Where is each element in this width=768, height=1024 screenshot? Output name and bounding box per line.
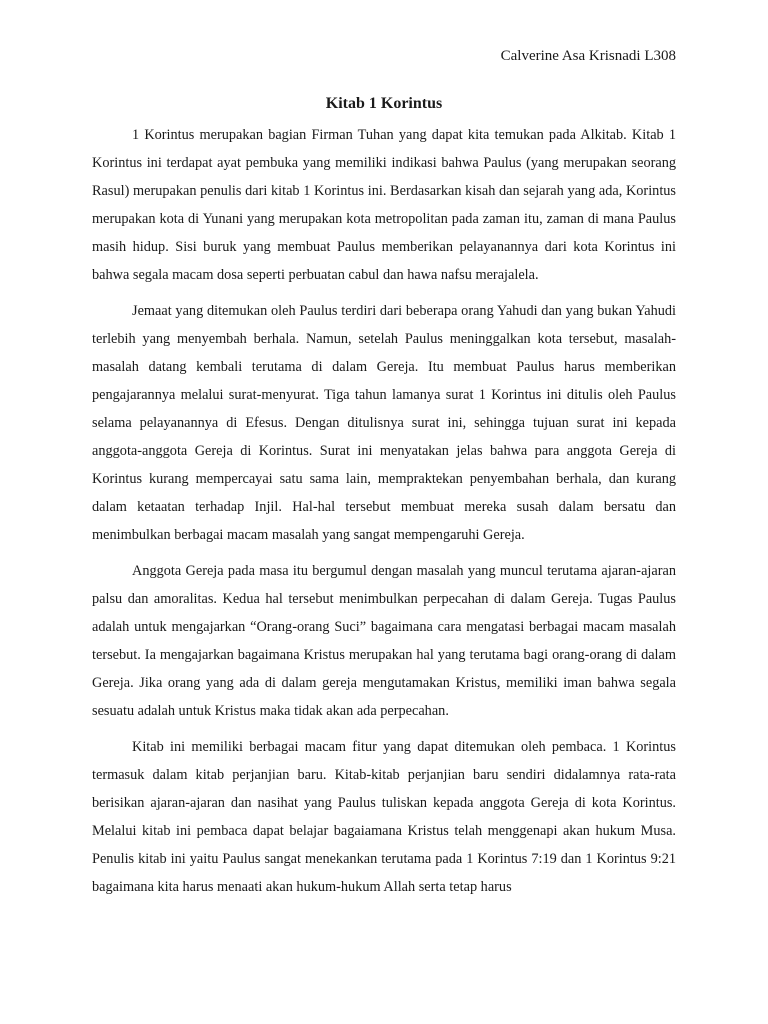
author-line: Calverine Asa Krisnadi L308 — [500, 48, 676, 64]
document-title: Kitab 1 Korintus — [325, 95, 443, 112]
paragraph-3: Anggota Gereja pada masa itu bergumul dengan masalah yang muncul terutama ajaran-ajaran palsu dan amoralitas. Kedua hal tersebut menimbulkan perpecahan di dalam Gereja. Tugas Paulus adalah untuk mengajarkan “Orang-orang Suci” bagaimana cara mengatasi berbagai macam masalah tersebut. Ia mengajarkan bagaimana Kristus merupakan hal yang terutama bagi orang-orang di dalam Gereja. Jika orang yang ada di dalam gereja mengutamakan Kristus, memiliki iman bahwa segala sesuatu adalah untuk Kristus maka tidak akan ada perpecahan. — [92, 563, 676, 719]
paragraph-4: Kitab ini memiliki berbagai macam fitur yang dapat ditemukan oleh pembaca. 1 Korintus termasuk dalam kitab perjanjian baru. Kitab-kitab perjanjian baru sendiri didalamnya rata-rata berisikan ajaran-ajaran dan nasihat yang Paulus tuliskan kepada anggota Gereja di kota Korintus. Melalui kitab ini pembaca dapat belajar bagaiamana Kristus telah menggenapi akan hukum Musa. Penulis kitab ini yaitu Paulus sangat menekankan terutama pada 1 Korintus 7:19 dan 1 Korintus 9:21 bagaimana kita harus menaati akan hukum-hukum Allah serta tetap harus — [92, 739, 676, 895]
paragraph-1: 1 Korintus merupakan bagian Firman Tuhan yang dapat kita temukan pada Alkitab. Kitab 1 Korintus ini terdapat ayat pembuka yang memiliki indikasi bahwa Paulus (yang merupakan seorang Rasul) merupakan penulis dari kitab 1 Korintus ini. Berdasarkan kisah dan sejarah yang ada, Korintus merupakan kota di Yunani yang merupakan kota metropolitan pada zaman itu, zaman di mana Paulus masih hidup. Sisi buruk yang membuat Paulus memberikan pelayanannya dari kota Korintus ini bahwa segala macam dosa seperti perbuatan cabul dan hawa nafsu merajalela. — [92, 127, 676, 283]
document-body — [92, 121, 676, 909]
paragraph-2: Jemaat yang ditemukan oleh Paulus terdiri dari beberapa orang Yahudi dan yang bukan Yahudi terlebih yang menyembah berhala. Namun, setelah Paulus meninggalkan kota tersebut, masalah-masalah datang kembali terutama di dalam Gereja. Itu membuat Paulus harus memberikan pengajarannya melalui surat-menyurat. Tiga tahun lamanya surat 1 Korintus ini ditulis oleh Paulus selama pelayanannya di Efesus. Dengan ditulisnya surat ini, sehingga tujuan surat ini kepada anggota-anggota Gereja di Korintus. Surat ini menyatakan jelas bahwa para anggota Gereja di Korintus kurang mempercayai satu sama lain, mempraktekan penyembahan berhala, dan kurang dalam ketaatan terhadap Injil. Hal-hal tersebut membuat mereka susah dalam bersatu dan menimbulkan berbagai macam masalah yang sangat mempengaruhi Gereja. — [92, 303, 676, 543]
